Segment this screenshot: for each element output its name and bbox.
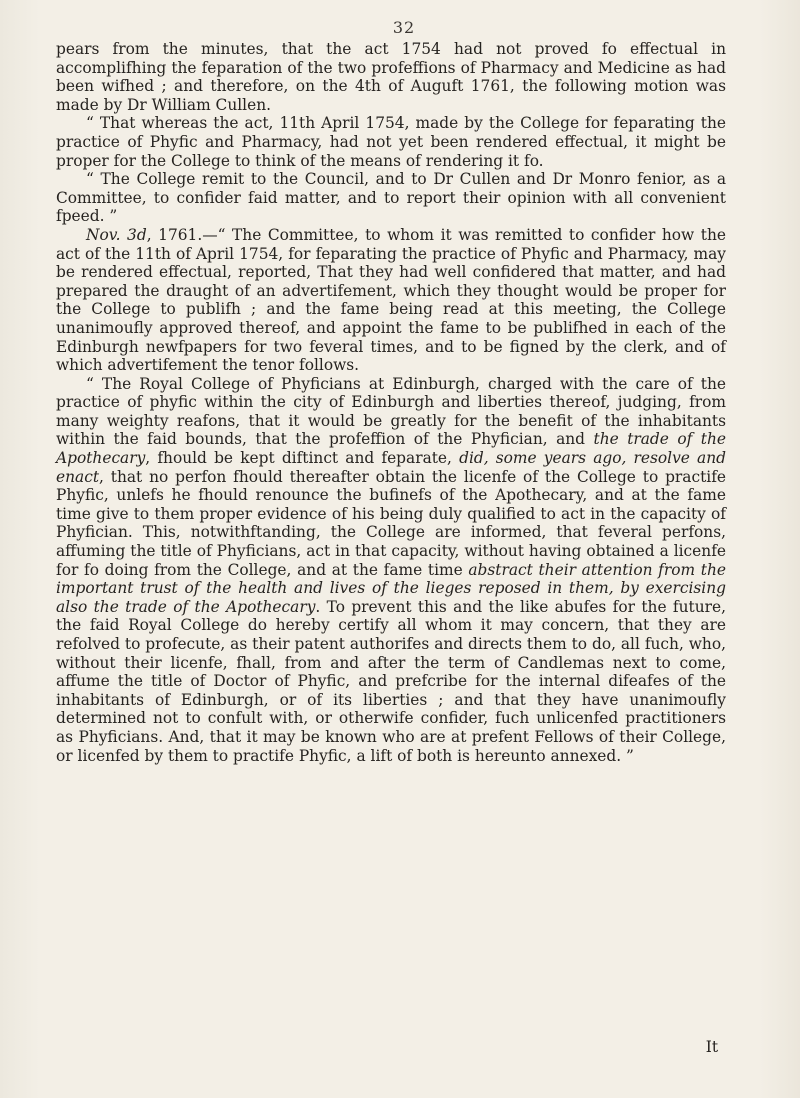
text-run: , that no perfon fhould thereafter obtain the licenfe of the College to practife Phyfic, unlefs he fhould renounce the bufinefs of the Apothecary, and at the fame time give to them proper evidence of his being duly qualified to act in the capacity of Phyfician. This, notwithftanding, the College are informed, that feveral perfons, affuming the title of Phyficians, act in that capacity, without having obtained a licenfe for fo doing from the College, and at the fame time bbox=[56, 467, 726, 579]
text-run: “ The Royal College of Phyficians at Edinburgh, charged with the care of the practice of phyfic within the city of Edinburgh and liberties thereof, judging, from many weighty reafons, that it would be greatly for the benefit of the inhabitants within the faid bounds, that the profeffion of the Phyfician, and bbox=[56, 374, 726, 449]
italic-phrase: abstract their attention from the important trust of the health and lives of the lieges reposed in them, by exercising also the trade of the Apothecary bbox=[56, 560, 726, 616]
body-text bbox=[56, 40, 726, 765]
paragraph-committee-report bbox=[56, 226, 726, 375]
text-run: , 1761.—“ The Committee, to whom it was remitted to confider how the act of the 11th of April 1754, for feparating the practice of Phyfic and Pharmacy, may be rendered effectual, reported, That they had well confidered that matter, and had prepared the draught of an advertifement, which they thought would be proper for the College to publifh ; and the fame being read at this meeting, the College unanimoufly approved thereof, and appoint the fame to be publifhed in each of the Edinburgh newfpapers for two feveral times, and to be figned by the clerk, and of which advertifement the tenor follows. bbox=[56, 225, 726, 375]
text-run: “ That whereas the act, 11th April 1754, made by the College for feparating the practice of Phyfic and Pharmacy, had not yet been rendered effectual, it might be proper for the College to think of the means of rendering it fo. bbox=[56, 114, 726, 170]
catchword: It bbox=[705, 1038, 718, 1056]
paragraph-continuation bbox=[56, 40, 726, 114]
page-number: 32 bbox=[392, 18, 416, 37]
italic-phrase: the trade of the Apothecary bbox=[56, 430, 726, 468]
paragraph-advertisement bbox=[56, 375, 726, 765]
italic-phrase: did, some years ago, resolve and enact bbox=[56, 449, 726, 486]
text-run: , fhould be kept diftinct and feparate, bbox=[145, 449, 460, 468]
italic-phrase: Nov. 3d bbox=[86, 225, 147, 244]
paragraph-motion bbox=[56, 114, 726, 170]
text-run: pears from the minutes, that the act 1754 had not proved fo effectual in accomplifhing the feparation of the two profeffions of Pharmacy and Medicine as had been wifhed ; and therefore, on the 4th of Auguft 1761, the following motion was made by Dr William Cullen. bbox=[56, 40, 726, 114]
paragraph-remit bbox=[56, 170, 726, 226]
text-run: . To prevent this and the like abufes for the future, the faid Royal College do hereby certify all whom it may concern, that they are refolved to profecute, as their patent authorifes and directs them to do, all fuch, who, without their licenfe, fhall, from and after the term of Candlemas next to come, affume the title of Doctor of Phyfic, and prefcribe for the internal difeafes of the inhabitants of Edinburgh, or of its liberties ; and that they have unanimoufly determined not to confult with, or otherwife confider, fuch unlicenfed practitioners as Phyficians. And, that it may be known who are at prefent Fellows of their College, or licenfed by them to practife Phyfic, a lift of both is hereunto annexed. ” bbox=[56, 597, 726, 765]
text-run: “ The College remit to the Council, and to Dr Cullen and Dr Monro fenior, as a Committee, to confider faid matter, and to report their opinion with all convenient fpeed. ” bbox=[56, 170, 726, 226]
